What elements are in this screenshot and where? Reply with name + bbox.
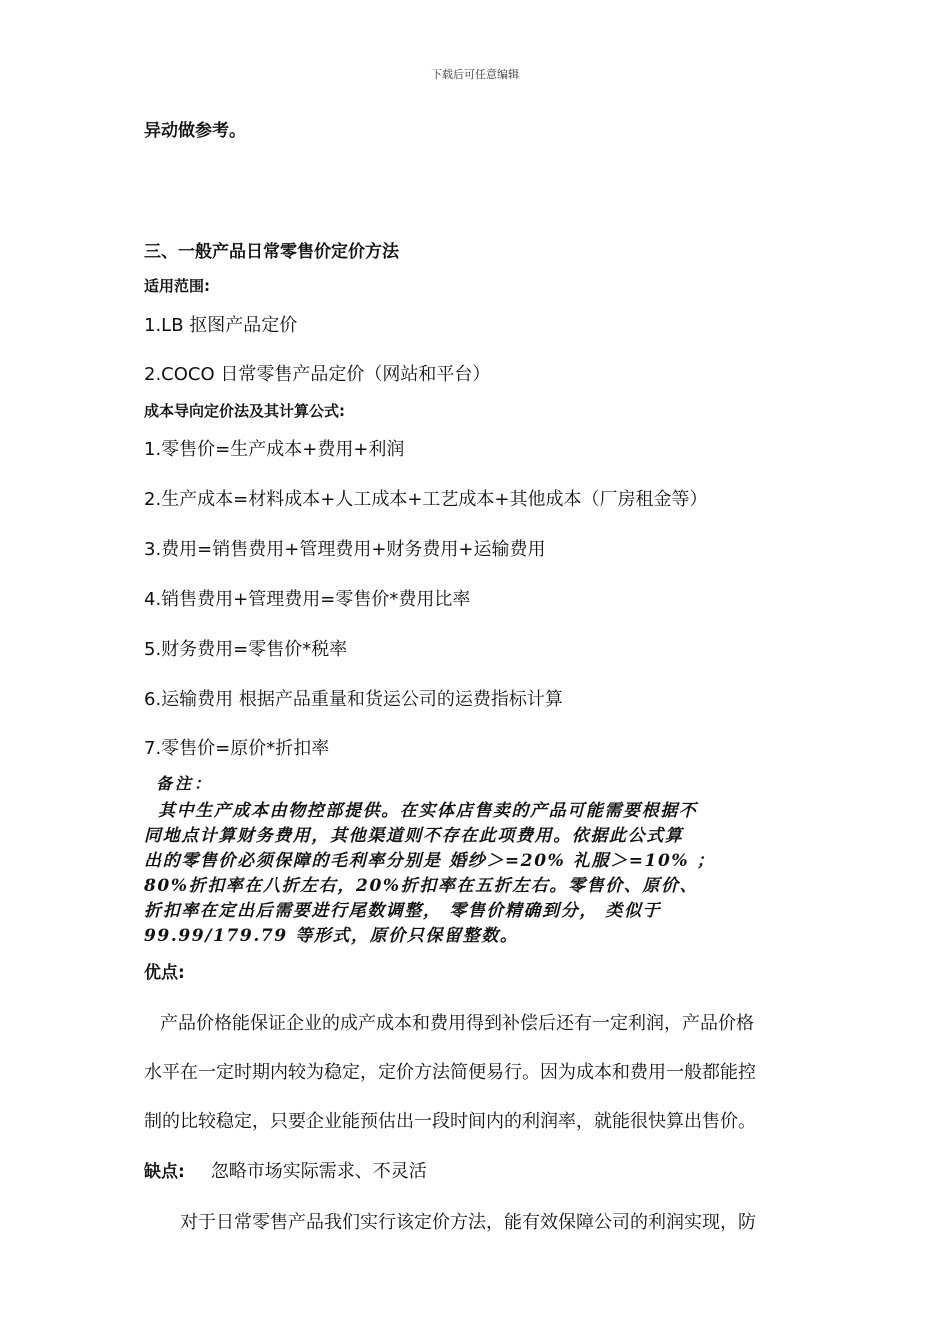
page-header: 下载后可任意编辑 [431, 68, 519, 81]
note-line: 其中生产成本由物控部提供。在实体店售卖的产品可能需要根据不 [158, 801, 698, 821]
scope-label: 适用范围: [144, 277, 210, 295]
disadvantages-row [144, 1157, 427, 1183]
disadvantages-label: 缺点: [144, 1162, 185, 1182]
advantages-line: 制的比较稳定，只要企业能预估出一段时间内的利润率，就能很快算出售价。 [144, 1111, 756, 1132]
formula-line: 6.运输费用 根据产品重量和货运公司的运费指标计算 [144, 689, 563, 710]
formula-line: 1.零售价=生产成本+费用+利润 [144, 439, 405, 460]
disadvantages-text: 忽略市场实际需求、不灵活 [210, 1161, 427, 1182]
section-title: 三、一般产品日常零售价定价方法 [144, 242, 399, 262]
closing-line: 对于日常零售产品我们实行该定价方法，能有效保障公司的利润实现，防 [180, 1212, 756, 1233]
formula-line: 3.费用=销售费用+管理费用+财务费用+运输费用 [144, 539, 546, 560]
note-line: 同地点计算财务费用，其他渠道则不存在此项费用。依据此公式算 [144, 826, 684, 846]
method-label: 成本导向定价法及其计算公式: [144, 402, 345, 420]
formula-line: 7.零售价=原价*折扣率 [144, 738, 330, 759]
formula-line: 2.生产成本=材料成本+人工成本+工艺成本+其他成本（厂房租金等） [144, 489, 708, 510]
formula-line: 5.财务费用=零售价*税率 [144, 639, 348, 660]
formula-line: 4.销售费用+管理费用=零售价*费用比率 [144, 589, 471, 610]
note-line: 99.99/179.79 等形式，原价只保留整数。 [144, 926, 519, 946]
note-line: 80%折扣率在八折左右，20%折扣率在五折左右。零售价、原价、 [144, 876, 699, 896]
advantages-line: 产品价格能保证企业的成产成本和费用得到补偿后还有一定利润，产品价格 [160, 1013, 754, 1034]
scope-item: 1.LB 抠图产品定价 [144, 315, 298, 336]
note-line: 折扣率在定出后需要进行尾数调整， 零售价精确到分， 类似于 [144, 901, 662, 921]
note-title: 备注： [156, 774, 214, 793]
advantages-label: 优点: [144, 963, 185, 983]
intro-tail-text: 异动做参考。 [144, 121, 246, 141]
scope-item: 2.COCO 日常零售产品定价（网站和平台） [144, 364, 491, 385]
note-line: 出的零售价必须保障的毛利率分别是 婚纱＞=20% 礼服＞=10% ； [144, 851, 716, 871]
advantages-line: 水平在一定时期内较为稳定，定价方法简便易行。因为成本和费用一般都能控 [144, 1062, 756, 1083]
